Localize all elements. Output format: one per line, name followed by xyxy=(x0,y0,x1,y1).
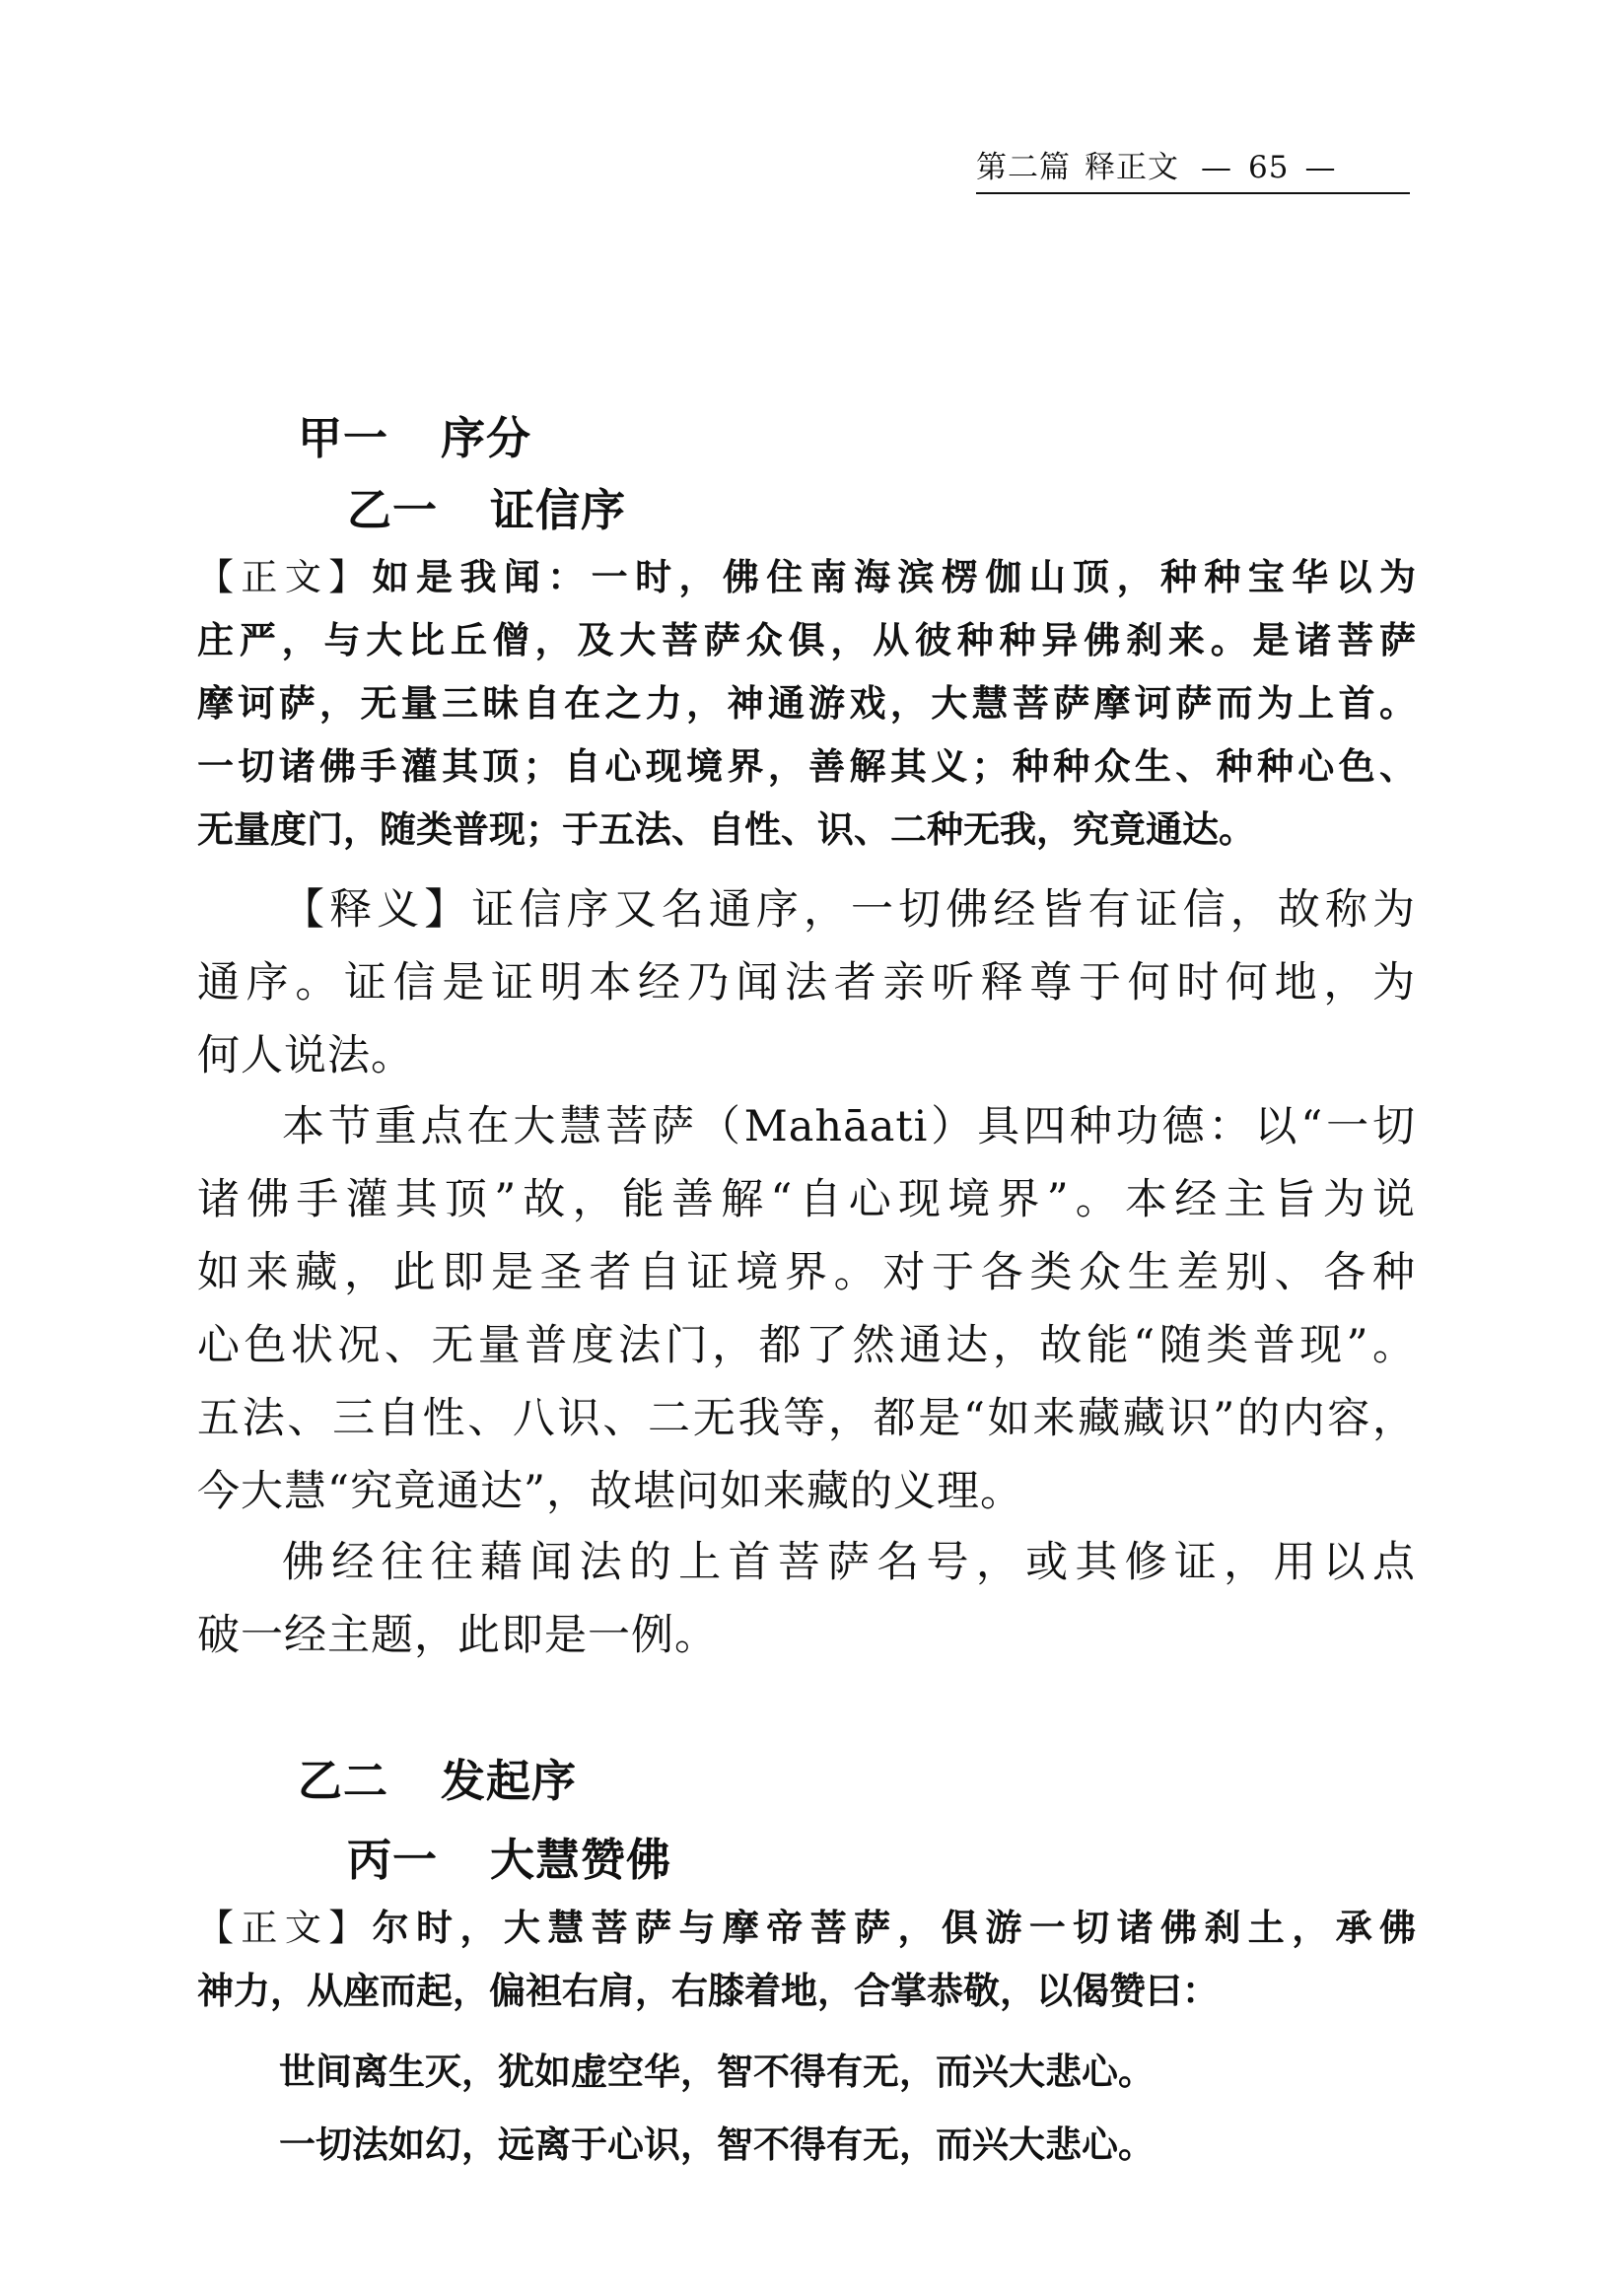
verse-line: 一切法如幻，远离于心识，智不得有无，而兴大悲心。 xyxy=(279,2123,1155,2166)
commentary-paragraph-1 xyxy=(197,873,1416,1092)
running-head-dash-left: — xyxy=(1201,150,1232,185)
text-line: 无量度门，随类普现；于五法、自性、识、二种无我，究竟通达。 xyxy=(197,808,1255,851)
text-line: 神力，从座而起，偏袒右肩，右膝着地，合掌恭敬，以偈赞曰： xyxy=(197,1970,1219,2012)
text-line: 摩诃萨，无量三昧自在之力，神通游戏，大慧菩萨摩诃萨而为上首。 xyxy=(197,682,1416,725)
section-heading-jia1 xyxy=(298,402,531,466)
section-number: 丙一 xyxy=(347,1834,439,1886)
section-title: 发起序 xyxy=(441,1755,578,1807)
text-line: 破一经主题，此即是一例。 xyxy=(197,1611,718,1660)
text-line: 今大慧“究竟通达”，故堪问如来藏的义理。 xyxy=(197,1467,1023,1516)
text-line-content: 如是我闻：一时，佛住南海滨楞伽山顶，种种宝华以为 xyxy=(372,556,1417,598)
scripture-text-1 xyxy=(197,546,1416,862)
section-title: 证信序 xyxy=(490,484,627,536)
text-line: 庄严，与大比丘僧，及大菩萨众俱，从彼种种异佛刹来。是诸菩萨 xyxy=(197,619,1416,661)
verse-line: 世间离生灭，犹如虚空华，智不得有无，而兴大悲心。 xyxy=(279,2051,1155,2093)
section-heading-yi1 xyxy=(347,474,626,538)
section-number: 乙一 xyxy=(347,484,439,536)
text-line xyxy=(197,1897,1416,1960)
commentary-paragraph-3 xyxy=(197,1526,1416,1672)
zhengwen-label: 【正文】 xyxy=(197,1907,373,1949)
section-title: 大慧赞佛 xyxy=(490,1834,672,1886)
section-number: 乙二 xyxy=(298,1755,389,1807)
text-line: 佛经往往藉闻法的上首菩萨名号，或其修证，用以点 xyxy=(282,1538,1416,1587)
section-number: 甲一 xyxy=(298,412,389,464)
running-head xyxy=(976,142,1410,194)
zhengwen-label: 【正文】 xyxy=(197,556,373,598)
text-line-content: 尔时，大慧菩萨与摩帝菩萨，俱游一切诸佛刹土，承佛 xyxy=(372,1907,1417,1949)
text-line: 本节重点在大慧菩萨（Mahāati）具四种功德：以“一切 xyxy=(282,1102,1416,1151)
text-line: 何人说法。 xyxy=(197,1031,414,1080)
text-line: 如来藏，此即是圣者自证境界。对于各类众生差别、各种 xyxy=(197,1248,1416,1297)
shiyi-label: 【释义】 xyxy=(282,885,472,935)
text-line: 一切诸佛手灌其顶；自心现境界，善解其义；种种众生、种种心色、 xyxy=(197,745,1416,788)
text-line-content: 证信序又名通序，一切佛经皆有证信，故称为 xyxy=(471,885,1417,935)
text-line xyxy=(197,546,1416,609)
scripture-text-2 xyxy=(197,1897,1416,2023)
text-line: 通序。证信是证明本经乃闻法者亲听释尊于何时何地，为 xyxy=(197,958,1416,1008)
section-heading-yi2 xyxy=(298,1745,577,1809)
text-line: 心色状况、无量普度法门，都了然通达，故能“随类普现”。 xyxy=(197,1321,1416,1370)
running-head-dash-right: — xyxy=(1304,150,1337,185)
commentary-paragraph-2 xyxy=(197,1090,1416,1528)
text-line: 五法、三自性、八识、二无我等，都是“如来藏藏识”的内容， xyxy=(197,1394,1416,1443)
text-line: 诸佛手灌其顶”故，能善解“自心现境界”。本经主旨为说 xyxy=(197,1175,1416,1224)
page-number: 65 xyxy=(1248,150,1290,185)
running-head-chapter: 释正文 xyxy=(1085,150,1179,185)
section-heading-bing1 xyxy=(347,1824,671,1888)
text-line xyxy=(197,873,1416,946)
section-title: 序分 xyxy=(441,412,532,464)
running-head-part: 第二篇 xyxy=(976,150,1071,185)
